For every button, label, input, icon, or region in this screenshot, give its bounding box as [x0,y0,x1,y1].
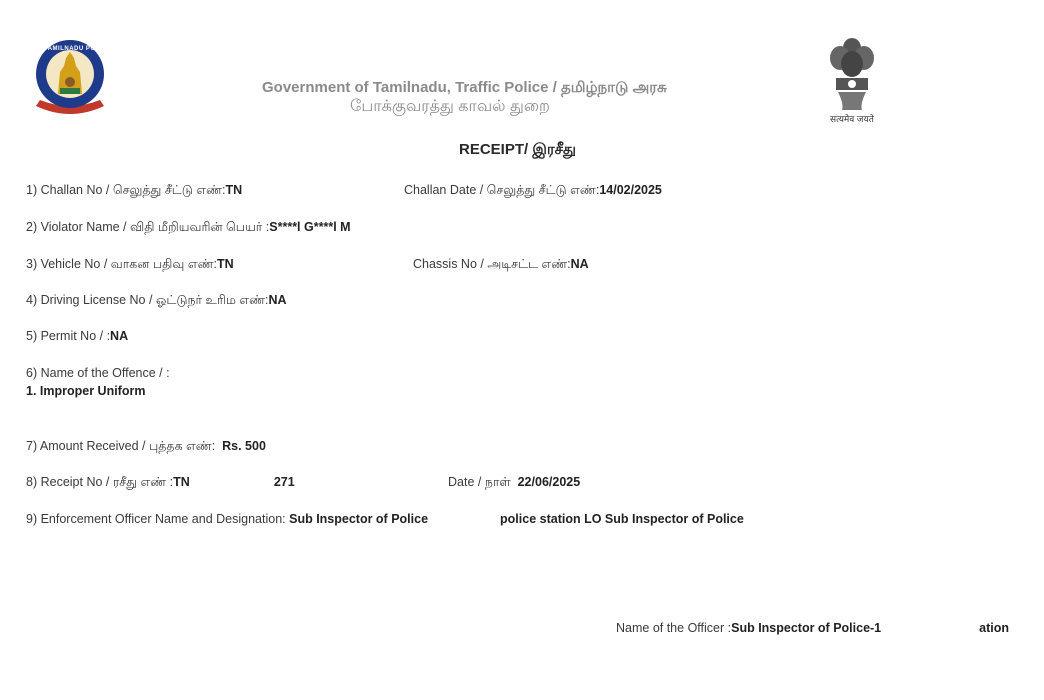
vehicle-no-label: 3) Vehicle No / வாகன பதிவு எண்: [26,257,217,271]
violator-name-label: 2) Violator Name / விதி மீறியவரின் பெயர் : [26,220,270,234]
footer-officer-redaction [881,621,979,635]
header-line-1: Government of Tamilnadu, Traffic Police / தமிழ்நாடு அரசு [262,79,667,96]
emblem-caption: सत्यमेव जयते [830,114,874,124]
chassis-no-row [413,257,589,273]
tamilnadu-police-logo [30,36,110,120]
vehicle-no-value: TN [216,257,234,271]
footer-officer-value-part1: Sub Inspector of Police-1 [731,621,882,635]
date-label: Date / நாள் [448,475,511,489]
vehicle-no-row [26,257,234,273]
driving-license-label: 4) Driving License No / ஓட்டுநர் உரிம எண்: [26,293,269,307]
permit-no-value: NA [110,329,129,343]
amount-row [26,439,266,455]
challan-no-row [26,183,242,199]
officer-row [26,512,744,526]
national-emblem [824,34,880,126]
chassis-no-label: Chassis No / அடிசட்ட எண்: [413,257,571,271]
header-line-2: போக்குவரத்து காவல் துறை [350,98,550,115]
footer-officer-value-part2: ation [979,621,1009,635]
officer-value-part2: police station LO Sub Inspector of Police [500,512,744,526]
logo-text: TAMILNADU POLICE [44,46,112,52]
footer-officer-label: Name of the Officer : [616,621,732,635]
amount-value: Rs. 500 [222,439,266,453]
chassis-no-value: NA [570,257,589,271]
permit-no-row [26,329,128,343]
ashoka-emblem-icon [824,34,880,114]
offence-label: 6) Name of the Offence / : [26,366,170,380]
footer-officer-row [616,621,1009,635]
permit-no-label: 5) Permit No / : [26,329,111,343]
offence-value: 1. Improper Uniform [26,384,146,398]
officer-label: 9) Enforcement Officer Name and Designation: [26,512,286,526]
challan-date-label: Challan Date / செலுத்து சீட்டு எண்: [404,183,600,197]
receipt-no-redaction [190,475,274,489]
date-row [448,475,580,491]
violator-name-row [26,220,351,236]
amount-label: 7) Amount Received / புத்தக எண்: [26,439,216,453]
challan-date-row [404,183,662,199]
challan-no-value: TN [225,183,243,197]
driving-license-row [26,293,287,309]
challan-date-value: 14/02/2025 [599,183,662,197]
receipt-title: RECEIPT/ இரசீது [459,141,576,158]
receipt-no-label: 8) Receipt No / ரசீது எண் : [26,475,174,489]
date-value: 22/06/2025 [517,475,581,489]
violator-name-value: S****l G****l M [269,220,351,234]
receipt-no-row [26,475,295,491]
officer-redaction [428,512,500,526]
driving-license-value: NA [268,293,287,307]
officer-value-part1: Sub Inspector of Police [289,512,429,526]
receipt-no-suffix: 271 [273,475,295,489]
receipt-no-prefix: TN [173,475,190,489]
challan-no-label: 1) Challan No / செலுத்து சீட்டு எண்: [26,183,226,197]
